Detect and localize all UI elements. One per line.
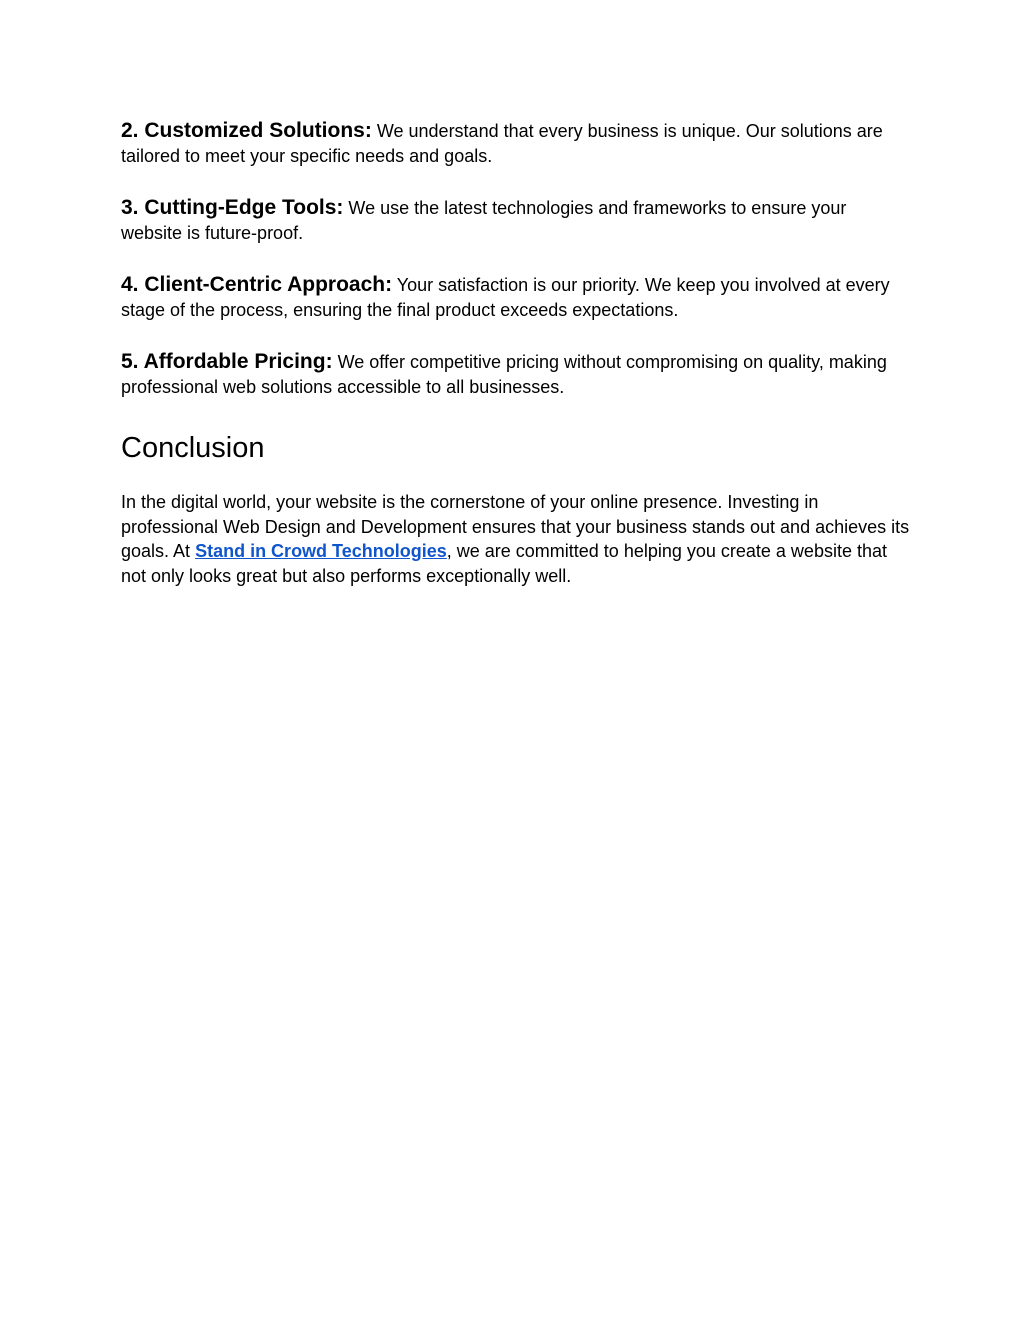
item-title: 5. Affordable Pricing:: [121, 350, 333, 373]
conclusion-text-after: , we are committed to helping you create a website that not only looks great but also performs exceptionally well.: [121, 541, 887, 586]
conclusion-paragraph: [121, 490, 911, 588]
item-title: 3. Cutting-Edge Tools:: [121, 196, 344, 219]
list-item-affordable-pricing: [121, 349, 911, 400]
item-text: We offer competitive pricing without compromising on quality, making professional web solutions accessible to all businesses.: [121, 352, 887, 397]
item-title: 2. Customized Solutions:: [121, 119, 372, 142]
item-text: We understand that every business is unique. Our solutions are tailored to meet your specific needs and goals.: [121, 121, 883, 166]
conclusion-heading: Conclusion: [121, 432, 265, 464]
document-page: [121, 118, 911, 588]
item-title: 4. Client-Centric Approach:: [121, 273, 393, 296]
conclusion-text-before: In the digital world, your website is the cornerstone of your online presence. Investing in professional Web Design and Development ensures that your business stands out and achieves its goals. At: [121, 492, 910, 561]
item-text: Your satisfaction is our priority. We keep you involved at every stage of the process, ensuring the final product exceeds expectations.: [121, 275, 890, 320]
list-item-customized-solutions: [121, 118, 911, 169]
stand-in-crowd-link[interactable]: Stand in Crowd Technologies: [195, 541, 447, 561]
list-item-client-centric-approach: [121, 272, 911, 323]
list-item-cutting-edge-tools: [121, 195, 911, 246]
item-text: We use the latest technologies and frameworks to ensure your website is future-proof.: [121, 198, 847, 243]
